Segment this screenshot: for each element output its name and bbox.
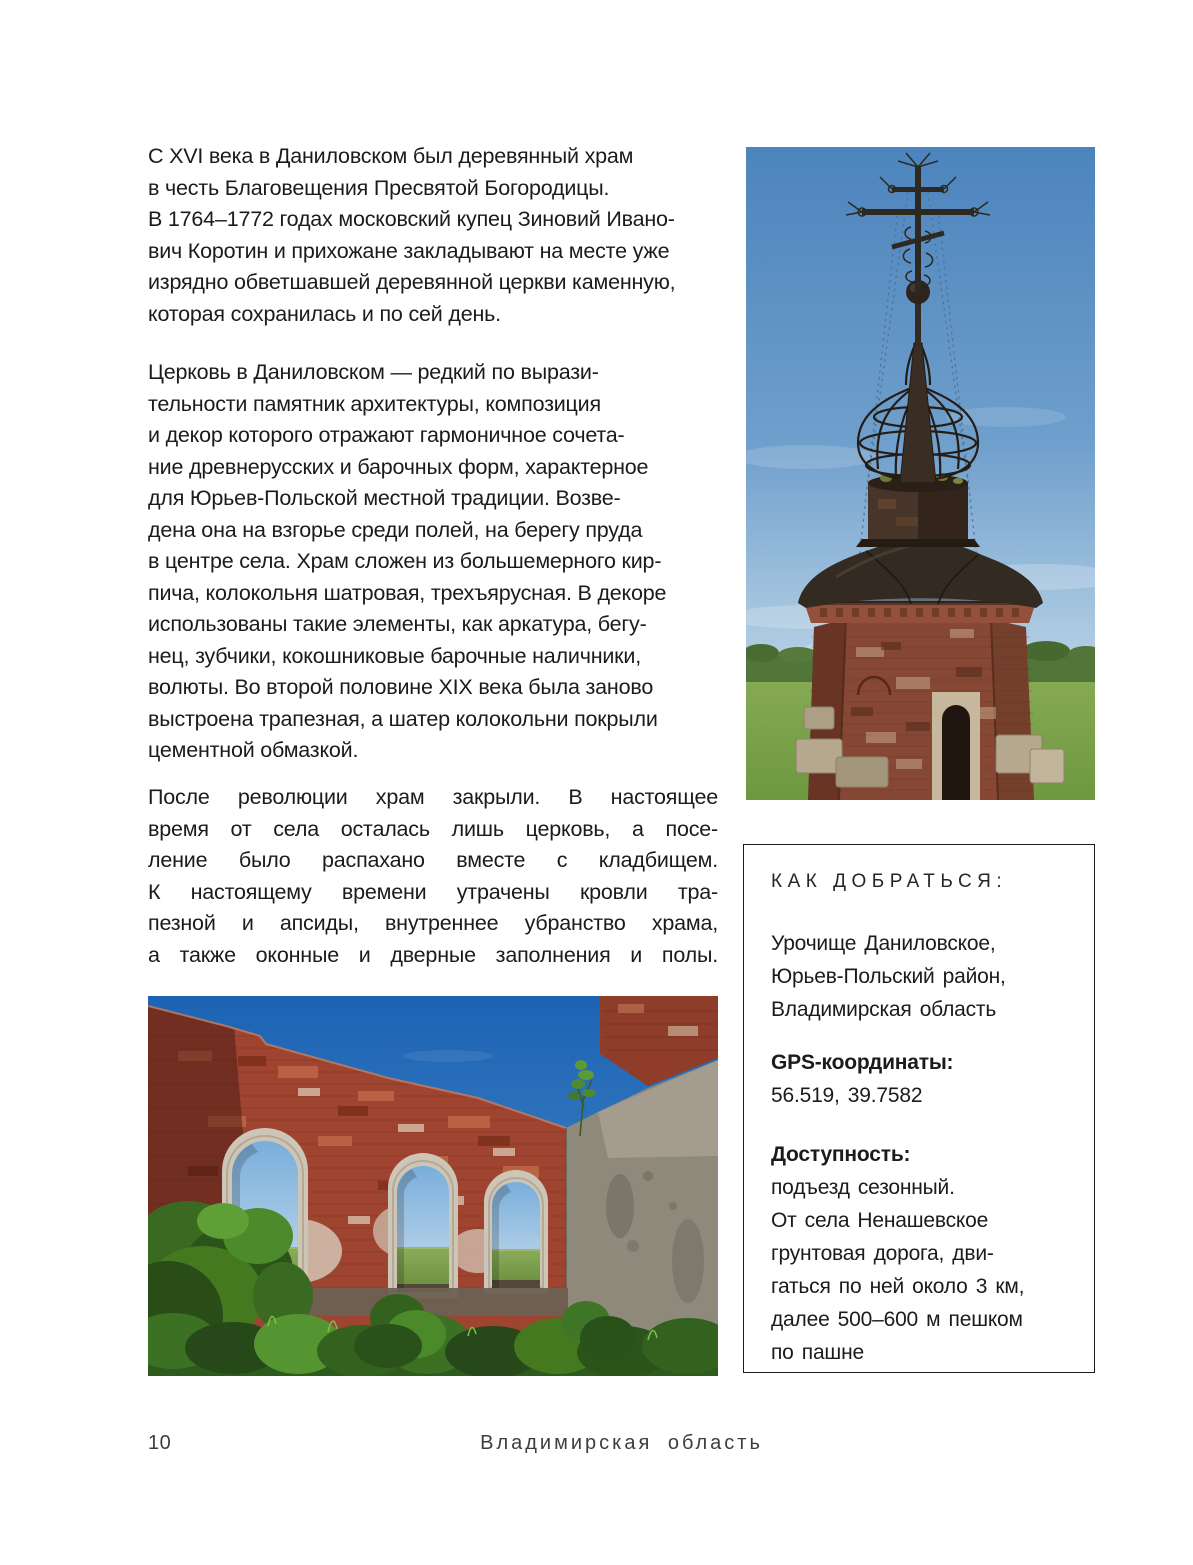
arch-window-3 bbox=[484, 1170, 548, 1294]
paragraph-architecture bbox=[148, 357, 718, 767]
access-label: Доступность: bbox=[771, 1143, 911, 1166]
text-line: по пашне bbox=[771, 1341, 864, 1364]
text-line: Юрьев-Польский район, bbox=[771, 965, 1006, 988]
text-line: которая сохранилась и по сей день. bbox=[148, 301, 501, 326]
text-line: в центре села. Храм сложен из большемерного кир- bbox=[148, 549, 662, 573]
text-line: изрядно обветшавшей деревянной церкви каменную, bbox=[148, 270, 676, 294]
access-lines bbox=[771, 1171, 1074, 1369]
how-to-get-there-box bbox=[743, 844, 1095, 1373]
wall-base-ledge bbox=[298, 1288, 568, 1316]
text-line: ление было распахано вместе с кладбищем. bbox=[148, 848, 718, 872]
ruins-photo bbox=[148, 996, 718, 1376]
text-line: Владимирская область bbox=[771, 998, 997, 1021]
text-line: тельности памятник архитектуры, композиция bbox=[148, 391, 601, 416]
text-line: волюты. Во второй половине XIX века была заново bbox=[148, 675, 654, 699]
text-line: дена она на взгорье среди полей, на берегу пруда bbox=[148, 517, 643, 542]
text-line: использованы такие элементы, как аркатура, бегу- bbox=[148, 612, 647, 636]
text-line: ние древнерусских и барочных форм, характерное bbox=[148, 454, 649, 479]
footer-region-label: Владимирская область bbox=[480, 1432, 763, 1454]
text-line: пича, колокольня шатровая, трехъярусная. В декоре bbox=[148, 580, 667, 605]
page-number: 10 bbox=[148, 1432, 172, 1454]
text-line: пезной и апсиды, внутреннее убранство храма, bbox=[148, 911, 718, 935]
arch-window-2 bbox=[388, 1153, 458, 1298]
text-line: Урочище Даниловское, bbox=[771, 932, 996, 955]
text-line: для Юрьев-Польской местной традиции. Возве- bbox=[148, 486, 621, 510]
text-line: После революции храм закрыли. В настоящее bbox=[148, 785, 718, 809]
text-line: подъезд сезонный. bbox=[771, 1176, 955, 1199]
text-line: гаться по ней около 3 км, bbox=[771, 1275, 1025, 1298]
text-line: В 1764–1772 годах московский купец Зиновий Ивано- bbox=[148, 207, 675, 231]
text-line: К настоящему времени утрачены кровли тра- bbox=[148, 879, 718, 904]
text-line: выстроена трапезная, а шатер колокольни покрыли bbox=[148, 706, 658, 731]
text-line: время от села осталась лишь церковь, а посе- bbox=[148, 816, 718, 841]
paragraph-history bbox=[148, 141, 718, 330]
text-line: в честь Благовещения Пресвятой Богородицы. bbox=[148, 175, 610, 200]
text-line: От села Ненашевское bbox=[771, 1209, 989, 1232]
gps-label: GPS-координаты: bbox=[771, 1051, 954, 1074]
text-line: и декор которого отражают гармоничное сочета- bbox=[148, 423, 625, 447]
text-line: вич Коротин и прихожане закладывают на месте уже bbox=[148, 238, 670, 263]
text-line: Церковь в Даниловском — редкий по вырази- bbox=[148, 360, 599, 384]
text-line: далее 500–600 м пешком bbox=[771, 1308, 1023, 1331]
brick-tower bbox=[796, 602, 1064, 800]
text-line: цементной обмазкой. bbox=[148, 738, 359, 762]
paragraph-current-state bbox=[148, 782, 718, 971]
text-line: а также оконные и дверные заполнения и полы. bbox=[148, 942, 718, 967]
infobox-title: КАК ДОБРАТЬСЯ: bbox=[771, 871, 1008, 892]
address-lines bbox=[771, 927, 1074, 1026]
belltower-photo bbox=[746, 147, 1095, 800]
text-line: грунтовая дорога, дви- bbox=[771, 1242, 994, 1265]
text-line: нец, зубчики, кокошниковые барочные наличники, bbox=[148, 643, 641, 668]
gps-value: 56.519, 39.7582 bbox=[771, 1084, 923, 1107]
text-line: С XVI века в Даниловском был деревянный храм bbox=[148, 144, 634, 168]
